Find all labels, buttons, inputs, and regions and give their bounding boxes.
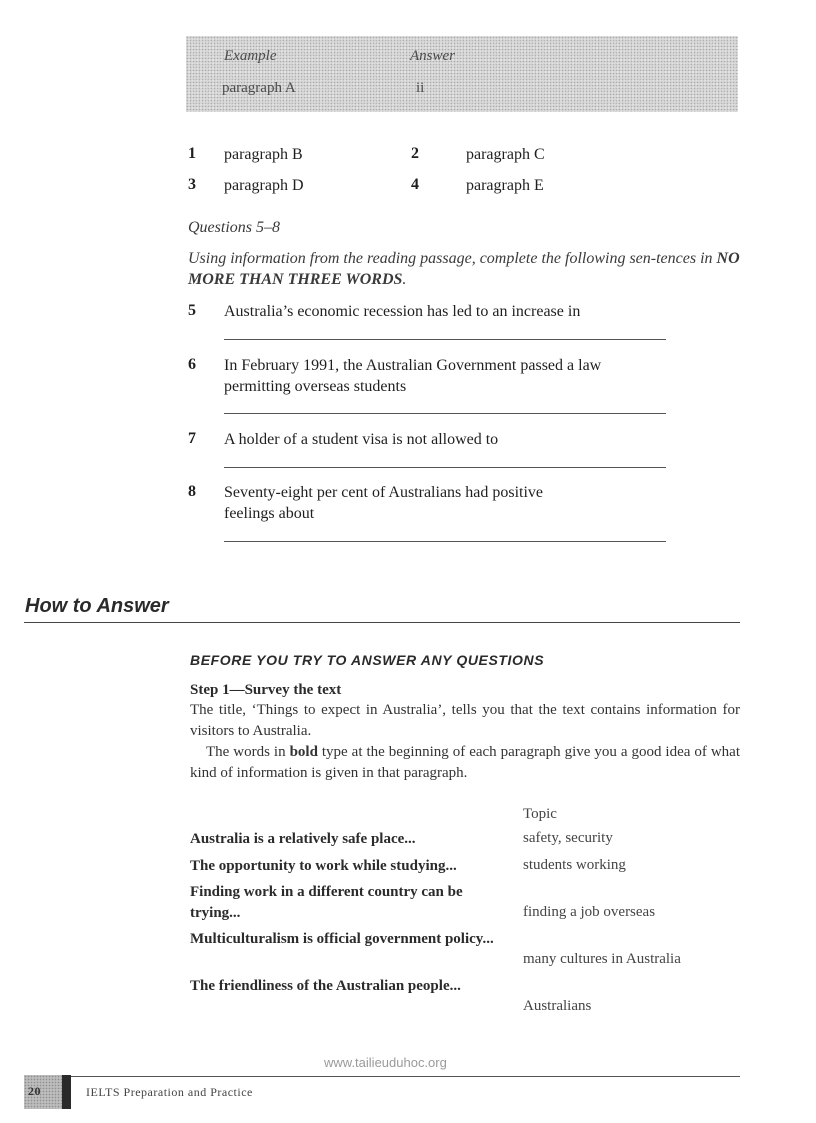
- question-number: 5: [188, 302, 196, 319]
- questions-heading: Questions 5–8: [188, 219, 280, 236]
- lead-phrase: Australia is a relatively safe place...: [190, 831, 416, 847]
- topic-value: students working: [523, 857, 626, 873]
- instructions-text: Using information from the reading passage, complete the following sen-tences in: [188, 250, 717, 267]
- section-title: How to Answer: [25, 595, 169, 617]
- item-label: paragraph B: [224, 146, 303, 163]
- page-number: 20: [28, 1084, 41, 1098]
- topic-value: many cultures in Australia: [523, 951, 681, 967]
- footer-rule: [24, 1076, 740, 1077]
- page-number-bar: [62, 1075, 71, 1109]
- paragraph-2-bold: bold: [289, 744, 318, 760]
- lead-phrase: The friendliness of the Australian people...: [190, 978, 461, 994]
- question-text: Australia’s economic recession has led to an increase in: [224, 303, 581, 320]
- answer-line: [224, 339, 666, 340]
- question-text: Seventy-eight per cent of Australians had positive: [224, 484, 544, 501]
- book-title: IELTS Preparation and Practice: [86, 1085, 253, 1099]
- question-number: 8: [188, 483, 196, 500]
- topic-value: Australians: [523, 998, 592, 1014]
- item-number: 3: [188, 176, 196, 193]
- lead-phrase: Finding work in a different country can be trying...: [190, 884, 463, 921]
- answer-line: [224, 467, 666, 468]
- item-label: paragraph D: [224, 177, 304, 194]
- item-label: paragraph C: [466, 146, 545, 163]
- answer-value: ii: [416, 80, 425, 96]
- paragraph-2-end: type at the beginning of each paragraph give you a good idea of what kind of information is given in that paragraph.: [190, 744, 740, 781]
- question-text-continued: feelings about: [224, 505, 315, 522]
- topic-value: finding a job overseas: [523, 904, 656, 920]
- item-label: paragraph E: [466, 177, 544, 194]
- instructions: [188, 248, 740, 290]
- topic-value: safety, security: [523, 830, 613, 846]
- item-number: 2: [411, 145, 419, 162]
- step-title: Step 1—Survey the text: [190, 682, 342, 698]
- example-value: paragraph A: [222, 80, 296, 96]
- question-number: 6: [188, 356, 196, 373]
- lead-phrase: Multiculturalism is official government policy...: [190, 931, 494, 947]
- instructions-emphasis: NO MORE THAN THREE WORDS: [188, 250, 740, 288]
- watermark: www.tailieuduhoc.org: [324, 1055, 447, 1070]
- question-text: In February 1991, the Australian Government passed a law: [224, 357, 602, 374]
- example-header: Example: [224, 48, 277, 64]
- question-text-continued: permitting overseas students: [224, 378, 407, 395]
- paragraph-2: [190, 742, 740, 784]
- lead-phrase: The opportunity to work while studying...: [190, 858, 457, 874]
- question-text: A holder of a student visa is not allowed to: [224, 431, 499, 448]
- answer-line: [224, 413, 666, 414]
- paragraph-2-start: The words in: [206, 744, 290, 760]
- section-rule: [24, 622, 740, 623]
- answer-header: Answer: [410, 48, 455, 64]
- topic-header: Topic: [523, 806, 557, 822]
- answer-line: [224, 541, 666, 542]
- item-number: 1: [188, 145, 196, 162]
- paragraph-1: The title, ‘Things to expect in Australia’, tells you that the text contains information for visitors to Australia.: [190, 702, 740, 739]
- instructions-end: .: [402, 271, 407, 288]
- subheading: BEFORE YOU TRY TO ANSWER ANY QUESTIONS: [190, 652, 545, 668]
- question-number: 7: [188, 430, 196, 447]
- item-number: 4: [411, 176, 419, 193]
